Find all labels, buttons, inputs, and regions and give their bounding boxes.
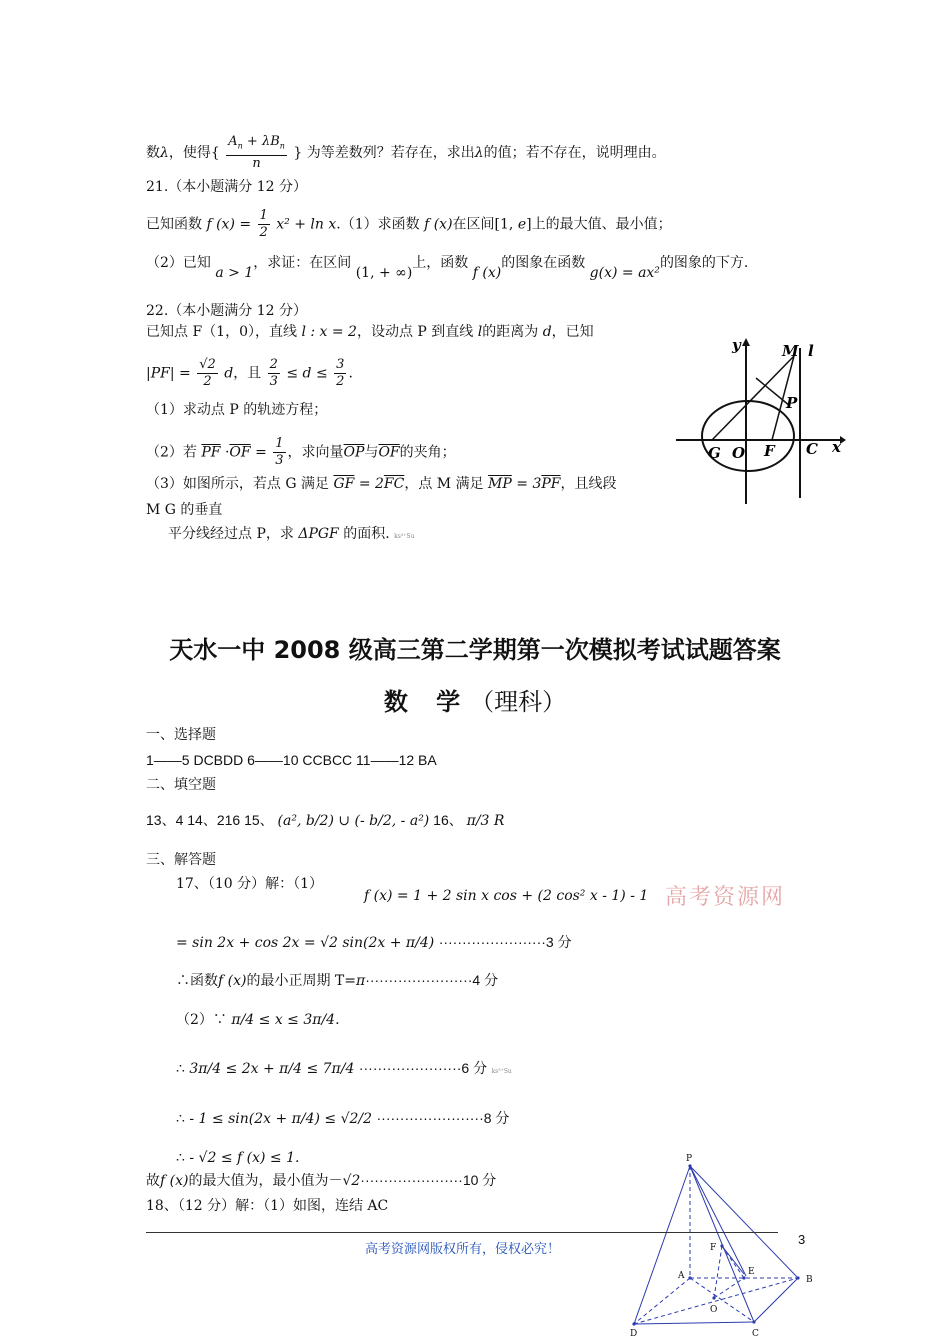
pyramid-label-f: F (710, 1243, 717, 1253)
answer-title: 天水一中 2008 级高三第二学期第一次模拟考试试题答案 (169, 636, 781, 664)
fill-answers: 13、4 14、216 15、 (a², b/2) ∪ (- b/2, - a²) 16、 π/3 R (146, 812, 505, 829)
q17-step5: ∴ 3π/4 ≤ 2x + π/4 ≤ 7π/4 ······················6 分 ks⁵⁺Su (176, 1060, 512, 1077)
lambda-2: λ (474, 144, 484, 161)
fraction-1-3: $\frac{1}{3}$ (275, 436, 284, 468)
footer-copyright: 高考资源网版权所有，侵权必究！ (364, 1242, 560, 1257)
label-x: x (832, 438, 841, 456)
pyramid-label-b: B (806, 1275, 813, 1285)
segment-gm (712, 356, 794, 440)
q22-line7: 平分线经过点 P，求 ΔPGF 的面积. ks⁵⁺Su (168, 526, 415, 542)
fraction-an-bn: $\frac{A_n + \lambda B_n}{n}$ (228, 134, 285, 171)
q21-line2: （2）已知 a > 1，求证：在区间 (1, + ∞)上，函数 f (x)的图象在函数 g(x) = ax²的图象的下方. (146, 255, 749, 281)
pyramid-label-p: P (686, 1154, 693, 1164)
q21-line1: 已知函数 f (x) = $\frac{1}{2}$ x² + ln x.（1）求函数 f (x)在区间[1, e]上的最大值、最小值； (146, 208, 672, 240)
ellipse-diagram (676, 334, 848, 506)
label-c: C (806, 440, 818, 458)
section-choice: 一、选择题 (146, 727, 216, 743)
q17-step4: （2）∵ π/4 ≤ x ≤ 3π/4. (176, 1012, 340, 1028)
answer-subtitle: 数 学（理科） (383, 688, 567, 716)
pyramid-label-a: A (678, 1271, 685, 1281)
q22-line1: 已知点 F（1，0），直线 l : x = 2，设动点 P 到直线 l的距离为 d，已知 (146, 324, 594, 340)
pyramid-label-e: E (748, 1267, 755, 1277)
q17-step6: ∴ - 1 ≤ sin(2x + π/4) ≤ √2/2 ·······················8 分 (176, 1110, 510, 1127)
y-axis-arrow (742, 338, 750, 346)
label-f: F (764, 442, 775, 460)
q22-line5: （3）如图所示，若点 G 满足 $\overline{GF} = 2\overline{FC}$，点 M 满足 $\overline{MP} = 3\overline{PF}$，且线段 (146, 476, 617, 492)
label-l: l (808, 342, 814, 360)
choice-answers: 1——5 DCBDD 6——10 CCBCC 11——12 BA (146, 752, 437, 768)
text-reason: 的值；若不存在，说明理由。 (483, 144, 666, 161)
footer-rule (146, 1232, 778, 1233)
label-g: G (708, 444, 721, 462)
lambda: λ (160, 144, 169, 161)
label-p: P (786, 394, 798, 412)
text-shide: ，使得{ (168, 144, 220, 161)
q21-heading: 21.（本小题满分 12 分） (146, 179, 307, 195)
fraction-sqrt2-2: $\frac{√2}{2}$ (199, 357, 216, 389)
q17-step2: = sin 2x + cos 2x = √2 sin(2x + π/4) ·······················3 分 (176, 934, 572, 951)
q22-line6: M G 的垂直 (146, 502, 223, 518)
continuation-line (146, 134, 666, 172)
q17-f-def: f (x) = 1 + 2 sin x cos + (2 cos² x - 1) - 1 (364, 888, 649, 904)
q22-heading: 22.（本小题满分 12 分） (146, 303, 307, 319)
page-number: 3 (798, 1232, 806, 1247)
section-fill: 二、填空题 (146, 777, 216, 793)
pyramid-label-o: O (710, 1305, 718, 1315)
q17-step7: ∴ - √2 ≤ f (x) ≤ 1. (176, 1150, 300, 1166)
label-o: O (732, 444, 746, 462)
q17-step3: ∴函数f (x)的最小正周期 T=π·······················4 分 (176, 972, 499, 989)
q17-heading: 17、（10 分）解：（1） (176, 876, 323, 892)
label-y: y (732, 336, 741, 354)
text-shu: 数 (146, 144, 160, 161)
q22-line4: （2）若 $\overline{PF} \cdot\overline{OF}$ = $\frac{1}{3}$ ，求向量$\overline{OP}$与$\overline{OF}$的夹角； (146, 436, 456, 468)
pyramid-label-d: D (630, 1329, 638, 1339)
fraction-3-2: $\frac{3}{2}$ (336, 357, 345, 389)
q17-conclusion: 故f (x)的最大值为，最小值为－√2······················10 分 (146, 1172, 497, 1189)
q22-line2: |PF| = $\frac{√2}{2}$ d，且 $\frac{2}{3}$ ≤ d ≤ $\frac{3}{2}$ . (146, 357, 353, 389)
pyramid-label-c: C (752, 1329, 759, 1339)
fraction-half: $\frac{1}{2}$ (259, 208, 268, 240)
label-m: M (782, 342, 799, 360)
text-arith: } 为等差数列？若存在，求出 (293, 144, 475, 161)
q18-heading: 18、（12 分）解：（1）如图，连结 AC (146, 1198, 389, 1214)
watermark: 高考资源网 (665, 885, 786, 910)
fraction-2-3: $\frac{2}{3}$ (269, 357, 278, 389)
section-solve: 三、解答题 (146, 852, 216, 868)
q22-line3: （1）求动点 P 的轨迹方程； (146, 402, 328, 418)
